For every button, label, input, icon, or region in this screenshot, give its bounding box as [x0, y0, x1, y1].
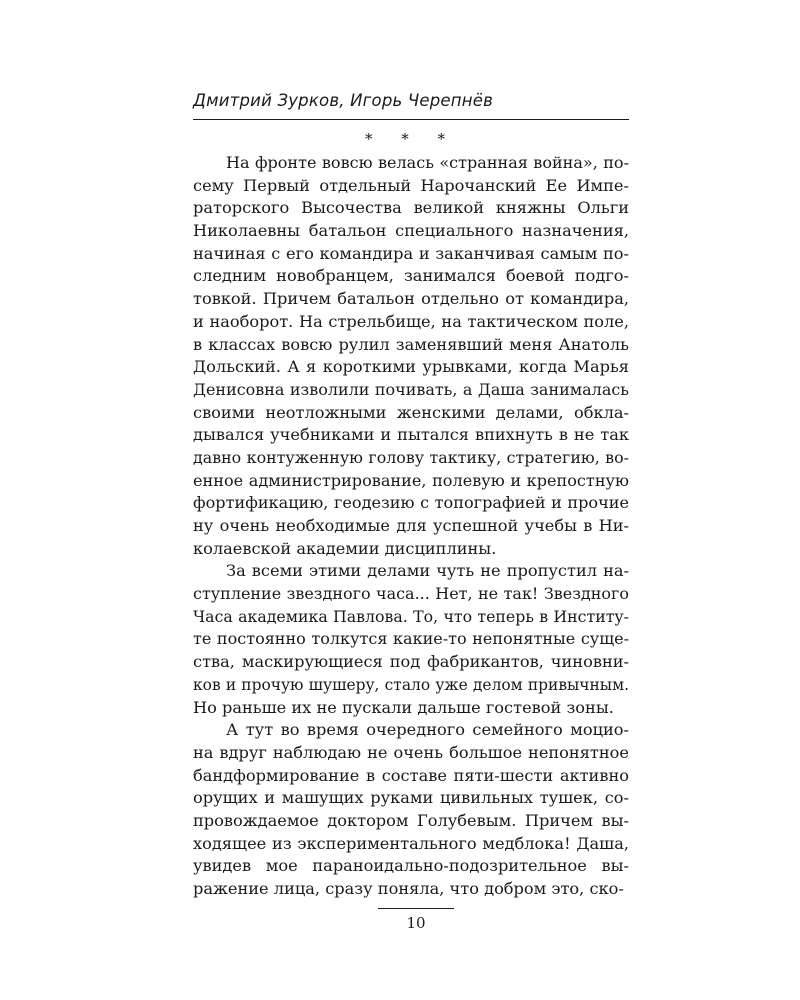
text-line: ну очень необходимые для успешной учебы в Ни- — [193, 516, 629, 535]
page-number: 10 — [406, 914, 426, 932]
text-line: дывался учебниками и пытался впихнуть в не так — [193, 425, 629, 445]
text-line: На фронте вовсю велась «странная война», по- — [226, 153, 629, 172]
body-text — [193, 152, 629, 901]
text-line: начиная с его командира и заканчивая самым по- — [193, 243, 629, 263]
text-line: провождаемое доктором Голубевым. Причем вы- — [193, 810, 629, 830]
text-line: фортификацию, геодезию с топографией и прочие — [193, 493, 629, 513]
text-line: А тут во время очередного семейного моцио- — [226, 720, 629, 740]
text-line: орущих и машущих руками цивильных тушек, со- — [193, 788, 629, 808]
text-line: увидев мое параноидально-подозрительное вы- — [193, 856, 629, 876]
paragraph — [193, 719, 629, 901]
text-line: енное администрирование, полевую и крепостную — [193, 470, 629, 490]
text-line: Но раньше их не пускали дальше гостевой зоны. — [193, 697, 614, 717]
section-separator: * * * — [364, 130, 458, 148]
text-line: своими неотложными женскими делами, обкла- — [193, 402, 629, 422]
text-line: Николаевны батальон специального назначения, — [193, 221, 629, 241]
text-line: товкой. Причем батальон отдельно от командира, — [193, 289, 629, 309]
text-line: Дольский. А я короткими урывками, когда Марья — [193, 357, 629, 377]
text-line: раторского Высочества великой княжны Ольги — [193, 198, 629, 218]
text-line: в классах вовсю рулил заменявший меня Анатоль — [193, 334, 629, 354]
footer-rule — [378, 908, 454, 909]
text-line: следним новобранцем, занимался боевой подго- — [193, 266, 629, 286]
text-line: ков и прочую шушеру, стало уже делом привычным. — [193, 675, 629, 694]
text-line: бандформирование в составе пяти-шести активно — [193, 765, 629, 785]
text-line: За всеми этими делами чуть не пропустил на- — [226, 561, 629, 581]
text-line: Денисовна изволили почивать, а Даша занималась — [193, 379, 629, 399]
text-line: ходящее из экспериментального медблока! Даша, — [193, 833, 629, 853]
text-line: ступление звездного часа... Нет, не так! Звездного — [193, 584, 629, 604]
text-line: те постоянно толкутся какие-то непонятные суще- — [193, 629, 629, 649]
paragraph — [193, 152, 629, 560]
text-line: сему Первый отдельный Нарочанский Ее Импе- — [193, 175, 629, 195]
text-line: ства, маскирующиеся под фабрикантов, чиновни- — [193, 652, 629, 672]
text-line: Часа академика Павлова. То, что теперь в Институ- — [193, 606, 629, 626]
text-line: и наоборот. На стрельбище, на тактическом поле, — [193, 311, 629, 331]
text-line: колаевской академии дисциплины. — [193, 538, 497, 558]
running-header-authors: Дмитрий Зурков, Игорь Черепнёв — [193, 91, 494, 110]
text-line: давно контуженную голову тактику, стратегию, во- — [193, 447, 629, 467]
paragraph — [193, 560, 629, 719]
text-line: ражение лица, сразу поняла, что добром это, ско- — [193, 879, 624, 898]
text-line: на вдруг наблюдаю не очень большое непонятное — [193, 742, 629, 762]
header-rule — [193, 119, 629, 120]
